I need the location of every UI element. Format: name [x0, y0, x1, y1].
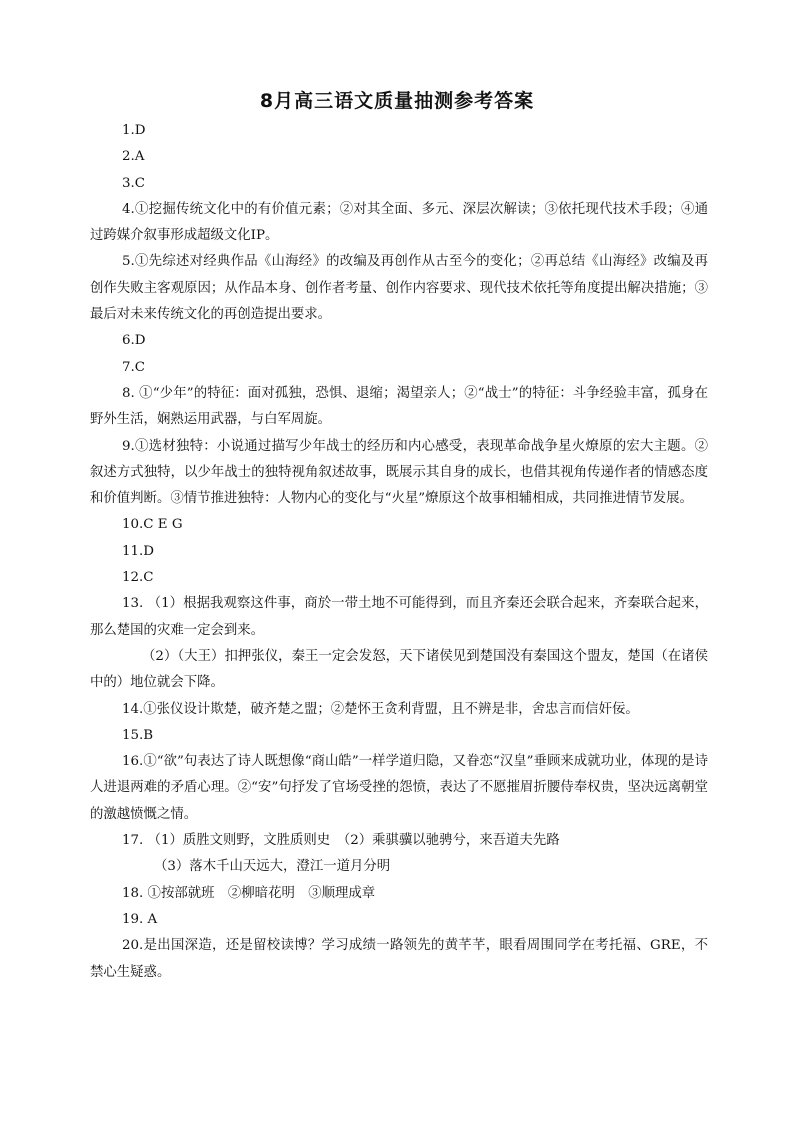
answer-11: 11.D	[122, 543, 155, 559]
answer-8: 8. ①“少年”的特征：面对孤独，恐惧、退缩；渴望亲人；②“战士”的特征：斗争经验丰富，孤身在野外生活，娴熟运用武器，与白军周旋。	[90, 385, 708, 428]
answer-16: 16.①“欲”句表达了诗人既想像“商山皓”一样学道归隐，又眷恋“汉皇”垂顾来成就功业，体现的是诗人进退两难的矛盾心理。②“安”句抒发了官场受挫的怨愤，表达了不愿摧眉折腰侍奉权贵，坚决远离朝堂的激越愤慨之情。	[90, 754, 708, 822]
answer-list	[90, 118, 708, 986]
answer-7: 7.C	[122, 359, 146, 375]
answer-12: 12.C	[122, 570, 154, 586]
answer-13-part-1: 13. （1）根据我观察这件事，商於一带土地不可能得到，而且齐秦还会联合起来，齐秦联合起来，那么楚国的灾难一定会到来。	[90, 596, 708, 638]
answer-1: 1.D	[122, 123, 146, 138]
answer-17-line-1: 17. （1）质胜文则野，文胜质则史 （2）乘骐骥以驰骋兮，来吾道夫先路	[122, 833, 560, 849]
answer-14: 14.①张仪设计欺楚，破齐楚之盟；②楚怀王贪利背盟，且不辨是非，舍忠言而信奸佞。	[122, 701, 639, 717]
answer-20: 20.是出国深造，还是留校读博？学习成绩一路领先的黄芊芊，眼看周围同学在考托福、GRE，不禁心生疑惑。	[90, 938, 708, 980]
answer-5: 5.①先综述对经典作品《山海经》的改编及再创作从古至今的变化；②再总结《山海经》改编及再创作失败主客观原因；从作品本身、创作者考量、创作内容要求、现代技术依托等角度提出解决措施；③最后对未来传统文化的再创造提出要求。	[90, 254, 708, 323]
answer-10: 10.C E G	[122, 517, 183, 533]
answer-4: 4.①挖掘传统文化中的有价值元素；②对其全面、多元、深层次解读；③依托现代技术手段；④通过跨媒介叙事形成超级文化IP。	[90, 201, 708, 244]
answer-17-line-2: （3）落木千山天远大，澄江一道月分明	[154, 859, 391, 875]
answer-19: 19. A	[122, 911, 158, 927]
answer-18: 18. ①按部就班 ②柳暗花明 ③顺理成章	[122, 885, 376, 901]
answer-6: 6.D	[122, 333, 146, 349]
answer-15: 15.B	[122, 727, 154, 743]
answer-3: 3.C	[122, 175, 146, 191]
answer-13-part-2: （2）（大王）扣押张仪，秦王一定会发怒，天下诸侯见到楚国没有秦国这个盟友，楚国（在诸侯中的）地位就会下降。	[90, 648, 708, 691]
answer-9: 9.①选材独特：小说通过描写少年战士的经历和内心感受，表现革命战争星火燎原的宏大主题。②叙述方式独特，以少年战士的独特视角叙述故事，既展示其自身的成长，也借其视角传递作者的情感态度和价值判断。③情节推进独特：人物内心的变化与“火星”燎原这个故事相辅相成，共同推进情节发展。	[90, 438, 708, 507]
page-title: 8月高三语文质量抽测参考答案	[259, 90, 535, 112]
answer-2: 2.A	[122, 149, 145, 165]
